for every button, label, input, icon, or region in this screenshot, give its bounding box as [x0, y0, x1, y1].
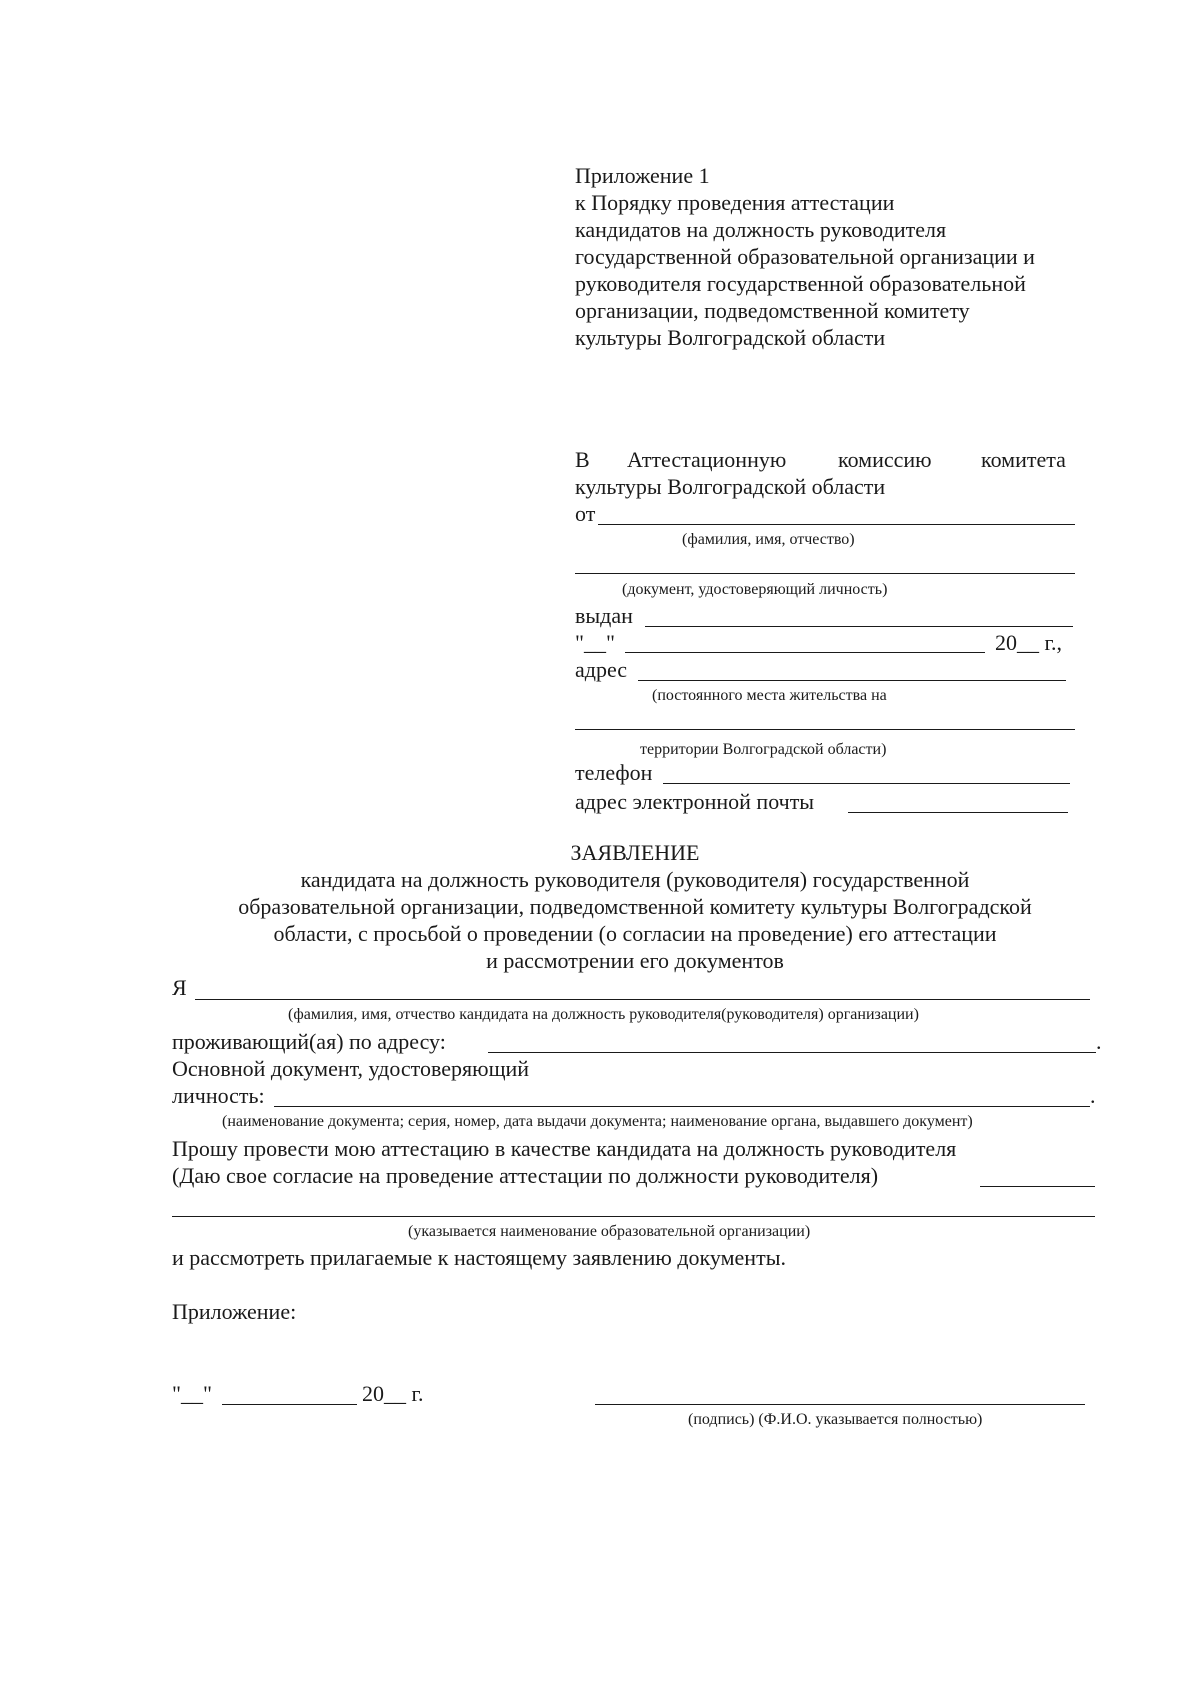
- main-doc-label: личность:: [172, 1083, 265, 1108]
- residing-label: проживающий(ая) по адресу:: [172, 1029, 446, 1054]
- sign-date-quote: "__": [172, 1381, 212, 1406]
- date-field-line[interactable]: [625, 652, 985, 653]
- appendix-header: [575, 162, 1035, 351]
- id-doc-field-line[interactable]: [575, 573, 1075, 574]
- from-label: от: [575, 501, 596, 526]
- id-doc-hint: (документ, удостоверяющий личность): [622, 581, 888, 598]
- appendix-line: культуры Волгоградской области: [575, 325, 886, 350]
- subtitle-line: кандидата на должность руководителя (руководителя) государственной: [300, 867, 970, 892]
- date-year: 20__ г.,: [995, 630, 1063, 655]
- issued-label: выдан: [575, 603, 633, 628]
- addressee-word: В: [575, 447, 590, 472]
- sign-date-field-line[interactable]: [222, 1404, 357, 1405]
- appendix-line: организации, подведомственной комитету: [575, 298, 970, 323]
- addressee-word: Аттестационную: [627, 447, 787, 472]
- address-field-line[interactable]: [638, 680, 1066, 681]
- address-hint: (постоянного места жительства на: [652, 687, 887, 704]
- address-hint: территории Волгоградской области): [640, 741, 887, 758]
- statement-title: ЗАЯВЛЕНИЕ: [570, 840, 700, 865]
- addressee-word: комитета: [981, 447, 1066, 472]
- appendix-line: государственной образовательной организации и: [575, 244, 1035, 269]
- issued-field-line[interactable]: [645, 626, 1073, 627]
- appendix-line: руководителя государственной образовательной: [575, 271, 1026, 296]
- subtitle-line: образовательной организации, подведомственной комитету культуры Волгоградской: [238, 894, 1032, 919]
- sign-date-year: 20__ г.: [362, 1381, 424, 1406]
- addressee-word: комиссию: [838, 447, 932, 472]
- candidate-fio-field-line[interactable]: [195, 999, 1090, 1000]
- appendix-line: Приложение 1: [575, 163, 710, 188]
- main-doc-label: Основной документ, удостоверяющий: [172, 1056, 530, 1081]
- consent-line: (Даю свое согласие на проведение аттестации по должности руководителя): [172, 1163, 879, 1188]
- consider-line: и рассмотреть прилагаемые к настоящему заявлению документы.: [172, 1245, 786, 1270]
- candidate-fio-hint: (фамилия, имя, отчество кандидата на должность руководителя(руководителя) организации): [288, 1006, 919, 1023]
- fio-hint: (фамилия, имя, отчество): [682, 531, 855, 548]
- phone-label: телефон: [575, 760, 653, 785]
- main-doc-field-line[interactable]: [274, 1106, 1090, 1107]
- i-label: Я: [172, 975, 187, 1000]
- period: .: [1096, 1029, 1102, 1054]
- address-field-line-2[interactable]: [575, 729, 1075, 730]
- org-name-field-line[interactable]: [172, 1216, 1095, 1217]
- fio-field-line[interactable]: [598, 524, 1075, 525]
- main-doc-hint: (наименование документа; серия, номер, дата выдачи документа; наименование органа, выдавшего документ): [222, 1113, 973, 1130]
- addressee-line: культуры Волгоградской области: [575, 474, 886, 499]
- request-line: Прошу провести мою аттестацию в качестве кандидата на должность руководителя: [172, 1136, 957, 1161]
- email-label: адрес электронной почты: [575, 789, 815, 814]
- phone-field-line[interactable]: [663, 783, 1070, 784]
- email-field-line[interactable]: [848, 812, 1068, 813]
- residing-field-line[interactable]: [488, 1052, 1096, 1053]
- date-quote: "__": [575, 630, 615, 655]
- appendix-line: кандидатов на должность руководителя: [575, 217, 947, 242]
- address-label: адрес: [575, 657, 628, 682]
- appendix-line: к Порядку проведения аттестации: [575, 190, 895, 215]
- signature-field-line[interactable]: [595, 1404, 1085, 1405]
- consent-field-line[interactable]: [980, 1186, 1095, 1187]
- subtitle-line: области, с просьбой о проведении (о согласии на проведение) его аттестации: [273, 921, 997, 946]
- subtitle-line: и рассмотрении его документов: [486, 948, 784, 973]
- signature-hint: (подпись) (Ф.И.О. указывается полностью): [688, 1411, 983, 1428]
- org-name-hint: (указывается наименование образовательной организации): [408, 1223, 811, 1240]
- period: .: [1090, 1083, 1096, 1108]
- attachment-label: Приложение:: [172, 1299, 297, 1324]
